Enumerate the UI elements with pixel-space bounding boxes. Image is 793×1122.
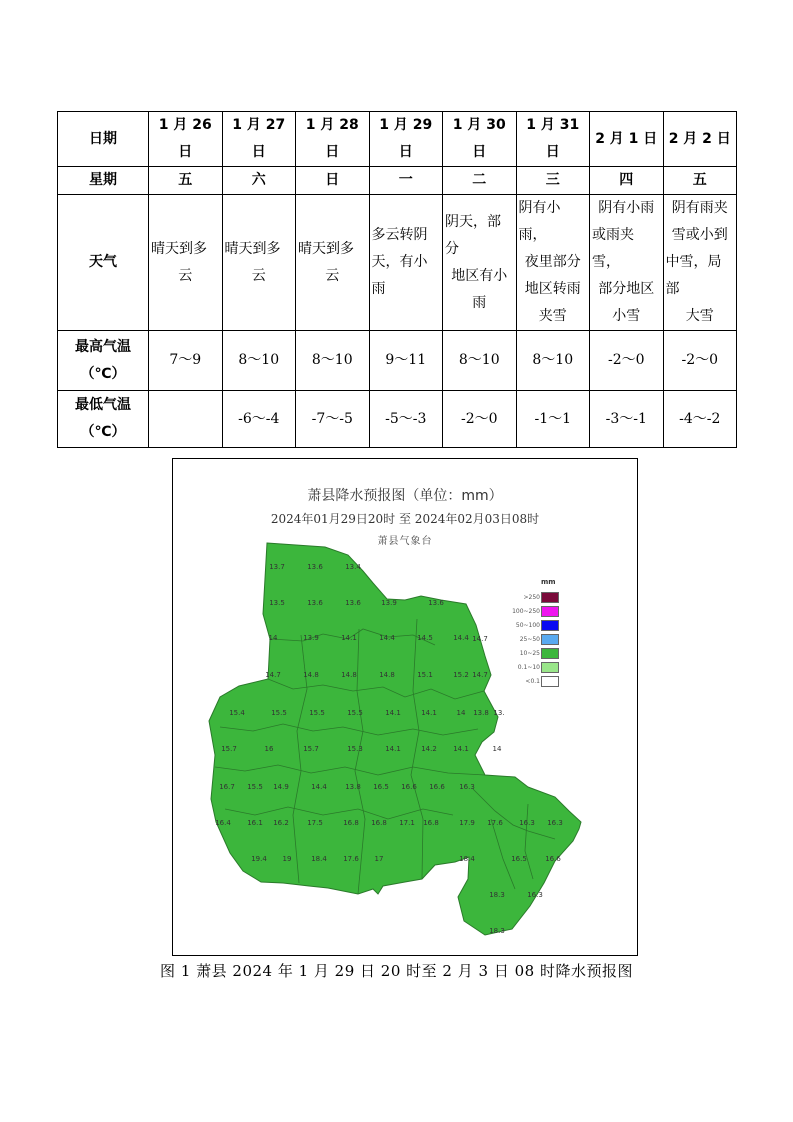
header-min-unit: （℃）	[80, 424, 126, 440]
station-value: 19.4	[251, 855, 267, 863]
station-value: 17.9	[459, 819, 475, 827]
min-temp-cell: -1～1	[516, 391, 590, 448]
station-value: 13.8	[473, 709, 489, 717]
weather-line: 阴有小雨，	[518, 200, 561, 243]
weather-line: 雨	[472, 294, 487, 311]
weather-line: 地区转雨	[524, 281, 581, 297]
station-value: 16.3	[547, 819, 563, 827]
forecast-table	[57, 111, 737, 448]
station-value: 13.6	[345, 599, 361, 607]
station-value: 18.4	[459, 855, 475, 863]
station-value: 14	[268, 634, 278, 642]
legend-unit: mm	[541, 578, 556, 586]
header-date: 日期	[58, 112, 149, 167]
station-value: 14.7	[472, 671, 488, 679]
legend-label: 25~50	[519, 636, 540, 643]
station-value: 17.5	[307, 819, 323, 827]
weather-cell	[590, 195, 664, 331]
station-value: 14.5	[417, 634, 433, 642]
station-value: 13.5	[269, 599, 285, 607]
station-value: 14.8	[341, 671, 357, 679]
min-temp-cell: -2～0	[443, 391, 517, 448]
station-value: 14.8	[303, 671, 319, 679]
weather-cell	[369, 195, 443, 331]
station-value: 15.5	[271, 709, 287, 717]
date-cell: 1 月 30 日	[443, 112, 517, 167]
legend-item	[503, 606, 563, 618]
weather-line: 阴天，部分	[445, 213, 501, 257]
max-temp-cell: -2～0	[590, 331, 664, 391]
date-cell: 1 月 29 日	[369, 112, 443, 167]
legend-label: 100~250	[512, 608, 540, 615]
weather-line: 部分地区	[598, 281, 655, 297]
station-value: 16.3	[459, 783, 475, 791]
min-temp-cell: -6～-4	[222, 391, 296, 448]
min-temp-cell: -7～-5	[296, 391, 370, 448]
date-cell: 1 月 26 日	[149, 112, 223, 167]
max-temp-row	[58, 331, 737, 391]
weather-line: 云	[178, 267, 193, 284]
header-max-temp	[58, 331, 149, 391]
station-value: 13.9	[303, 634, 319, 642]
weather-line: 夹雪	[538, 308, 567, 324]
min-temp-cell: -4～-2	[663, 391, 737, 448]
station-value: 13.4	[345, 563, 361, 571]
date-row	[58, 112, 737, 167]
station-value: 15.7	[303, 745, 319, 753]
weekday-cell: 五	[149, 167, 223, 195]
weather-line: 大雪	[685, 308, 714, 324]
station-value: 13.9	[381, 599, 397, 607]
station-value: 14.9	[273, 783, 289, 791]
weekday-cell: 三	[516, 167, 590, 195]
station-value: 15.2	[453, 671, 469, 679]
date-cell: 2 月 2 日	[663, 112, 737, 167]
station-value: 14.7	[472, 635, 488, 643]
station-value: 18.3	[489, 891, 505, 899]
weather-line: 晴天到多	[224, 240, 281, 257]
min-temp-cell: -5～-3	[369, 391, 443, 448]
station-value: 16.3	[519, 819, 535, 827]
header-max-label: 最高气温	[75, 338, 131, 355]
legend-swatch	[541, 592, 559, 603]
header-min-label: 最低气温	[75, 397, 131, 413]
weather-line: 阴有雨夹	[671, 200, 728, 216]
weather-line: 中雪，局部	[665, 254, 722, 297]
station-value: 16.3	[527, 891, 543, 899]
station-value: 14.8	[379, 671, 395, 679]
station-value: 16.2	[273, 819, 289, 827]
weather-line: 晴天到多	[151, 240, 207, 257]
max-temp-cell: 8～10	[222, 331, 296, 391]
station-value: 14.1	[453, 745, 469, 753]
station-value: 13.6	[307, 599, 323, 607]
station-value: 14	[456, 709, 466, 717]
weather-cell	[443, 195, 517, 331]
station-value: 15.5	[309, 709, 325, 717]
weather-cell	[663, 195, 737, 331]
legend-label: 50~100	[515, 622, 540, 629]
legend-label: <0.1	[525, 678, 540, 685]
min-temp-cell	[149, 391, 223, 448]
map-subtitle: 2024年01月29日20时 至 2024年02月03日08时	[270, 512, 540, 526]
max-temp-cell: 7～9	[149, 331, 223, 391]
legend-label: 0.1~10	[517, 664, 540, 671]
station-value: 16.7	[219, 783, 235, 791]
weather-line: 阴有小雨	[598, 200, 655, 216]
header-weekday: 星期	[58, 167, 149, 195]
min-temp-cell: -3～-1	[590, 391, 664, 448]
station-value: 14.7	[265, 671, 281, 679]
date-cell: 1 月 28 日	[296, 112, 370, 167]
station-value: 14.4	[379, 634, 395, 642]
legend-swatch	[541, 648, 559, 659]
station-value: 17.6	[343, 855, 359, 863]
station-value: 15.1	[417, 671, 433, 679]
legend-item	[503, 676, 563, 688]
legend-label: 10~25	[519, 650, 540, 657]
station-value: 13.7	[269, 563, 285, 571]
date-cell: 1 月 31 日	[516, 112, 590, 167]
legend-label: >250	[523, 594, 540, 601]
station-value: 19	[282, 855, 292, 863]
station-value: 13.	[493, 709, 505, 717]
legend-swatch	[541, 634, 559, 645]
precipitation-map-figure	[172, 458, 638, 956]
station-value: 15.5	[247, 783, 263, 791]
station-value: 14.4	[453, 634, 469, 642]
station-value: 18.4	[311, 855, 327, 863]
min-temp-row	[58, 391, 737, 448]
station-value: 17.6	[487, 819, 503, 827]
station-value: 16.8	[343, 819, 359, 827]
weather-line: 地区有小	[451, 267, 508, 284]
station-value: 16.8	[423, 819, 439, 827]
station-value: 16.8	[371, 819, 387, 827]
max-temp-cell: -2～0	[663, 331, 737, 391]
weather-line: 天，有小雨	[371, 254, 428, 297]
legend-swatch	[541, 662, 559, 673]
station-value: 14.4	[311, 783, 327, 791]
map-issuer: 萧县气象台	[377, 536, 433, 547]
weather-cell	[222, 195, 296, 331]
weather-row	[58, 195, 737, 331]
header-weather: 天气	[58, 195, 149, 331]
station-value: 16.4	[215, 819, 231, 827]
weekday-cell: 二	[443, 167, 517, 195]
station-value: 16.6	[545, 855, 561, 863]
legend-swatch	[541, 606, 559, 617]
weather-cell	[149, 195, 223, 331]
weather-line: 晴天到多	[298, 240, 354, 257]
station-value: 13.6	[428, 599, 444, 607]
legend-swatch	[541, 676, 559, 687]
weather-line: 小雪	[612, 308, 641, 324]
header-max-unit: （℃）	[80, 365, 126, 382]
legend-item	[503, 592, 563, 604]
station-value: 14.1	[385, 709, 401, 717]
station-value: 14	[492, 745, 502, 753]
legend-swatch	[541, 620, 559, 631]
station-value: 15.3	[347, 745, 363, 753]
weather-line: 雪或小到	[671, 227, 728, 243]
station-value: 17	[374, 855, 384, 863]
weather-cell	[516, 195, 590, 331]
station-value: 15.4	[229, 709, 245, 717]
station-value: 14.1	[341, 634, 357, 642]
county-map	[173, 459, 637, 955]
header-min-temp	[58, 391, 149, 448]
weather-line: 多云转阴	[371, 227, 428, 243]
station-value: 13.8	[345, 783, 361, 791]
station-value: 14.1	[421, 709, 437, 717]
figure-caption: 图 1 萧县 2024 年 1 月 29 日 20 时至 2 月 3 日 08 时降水预报图	[160, 962, 633, 980]
weather-line: 云	[251, 267, 266, 284]
weekday-row	[58, 167, 737, 195]
max-temp-cell: 8～10	[296, 331, 370, 391]
weather-line: 或雨夹雪，	[592, 227, 634, 270]
date-cell: 1 月 27 日	[222, 112, 296, 167]
station-value: 18.3	[489, 927, 505, 935]
weekday-cell: 一	[369, 167, 443, 195]
map-title: 萧县降水预报图（单位：mm）	[307, 488, 503, 504]
weather-cell	[296, 195, 370, 331]
station-value: 16.6	[401, 783, 417, 791]
station-value: 16.1	[247, 819, 263, 827]
weekday-cell: 五	[663, 167, 737, 195]
station-value: 16.5	[511, 855, 527, 863]
weekday-cell: 六	[222, 167, 296, 195]
weekday-cell: 日	[296, 167, 370, 195]
station-value: 14.2	[421, 745, 437, 753]
date-cell: 2 月 1 日	[590, 112, 664, 167]
legend-item	[503, 634, 563, 646]
max-temp-cell: 8～10	[443, 331, 517, 391]
station-value: 16.6	[429, 783, 445, 791]
legend-item	[503, 620, 563, 632]
station-value: 13.6	[307, 563, 323, 571]
station-value: 14.1	[385, 745, 401, 753]
weather-line: 云	[325, 267, 340, 284]
max-temp-cell: 8～10	[516, 331, 590, 391]
station-value: 16	[264, 745, 274, 753]
station-value: 16.5	[373, 783, 389, 791]
max-temp-cell: 9～11	[369, 331, 443, 391]
station-value: 17.1	[399, 819, 415, 827]
station-value: 15.5	[347, 709, 363, 717]
station-value: 15.7	[221, 745, 237, 753]
legend-item	[503, 662, 563, 674]
legend-item	[503, 648, 563, 660]
weekday-cell: 四	[590, 167, 664, 195]
weather-line: 夜里部分	[524, 254, 581, 270]
